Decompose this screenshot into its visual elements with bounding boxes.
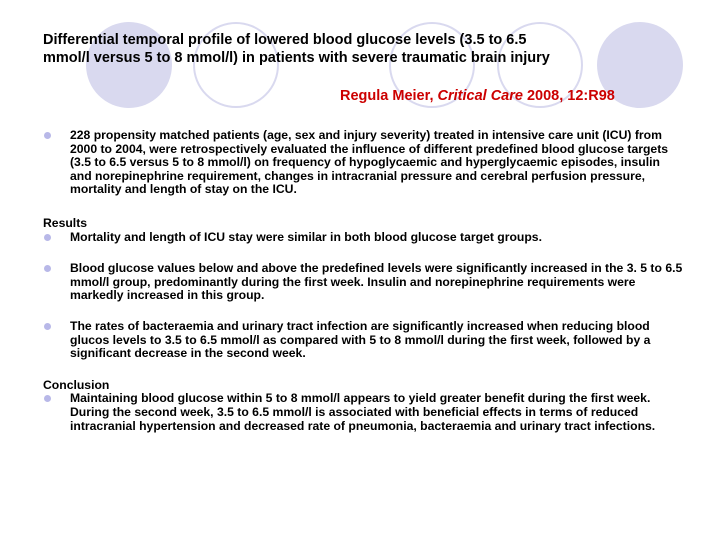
conclusion-heading: Conclusion — [43, 377, 110, 392]
conclusion-bullet: Maintaining blood glucose within 5 to 8 mmol/l appears to yield greater benefit during the first week. During the second week, 3.5 to 6.5 mmol/l is associated with beneficial effects in terms of reduced intracranial hypertension and decreased rate of pneumonia, bacteraemia and urinary tract infections. — [43, 392, 683, 433]
citation-ref: 2008, 12:R98 — [522, 88, 615, 104]
results-bullet-3: The rates of bacteraemia and urinary tract infection are significantly increased when reducing blood glucos levels to 3.5 to 6.5 mmol/l as compared with 5 to 8 mmol/l during the first week, followed by a significant decrease in the second week. — [43, 320, 683, 361]
results-heading: Results — [43, 215, 88, 230]
citation-journal: Critical Care — [437, 88, 523, 104]
slide-title: Differential temporal profile of lowered blood glucose levels (3.5 to 6.5 mmol/l versus 5 to 8 mmol/l) in patients with severe traumatic brain injury — [43, 32, 550, 66]
results-bullet-1: Mortality and length of ICU stay were similar in both blood glucose target groups. — [43, 231, 683, 245]
results-bullet-2: Blood glucose values below and above the predefined levels were significantly increased in the 3. 5 to 6.5 mmol/l group, predominantly during the first week. Insulin and norepinephrine requirements were markedly increased in this group. — [43, 262, 683, 303]
citation — [340, 88, 615, 104]
slide-body — [43, 129, 683, 433]
citation-author: Regula Meier, — [340, 88, 438, 104]
intro-bullet: 228 propensity matched patients (age, sex and injury severity) treated in intensive care unit (ICU) from 2000 to 2004, were retrospectively evaluated the influence of different predefined blood glucose targets (3.5 to 6.5 versus 5 to 8 mmol/l) on frequency of hypoglycaemic and hyperglycaemic episodes, insulin and norepinephrine requirement, changes in intracranial pressure and cerebral perfusion pressure, mortality and length of stay on the ICU. — [43, 129, 683, 197]
